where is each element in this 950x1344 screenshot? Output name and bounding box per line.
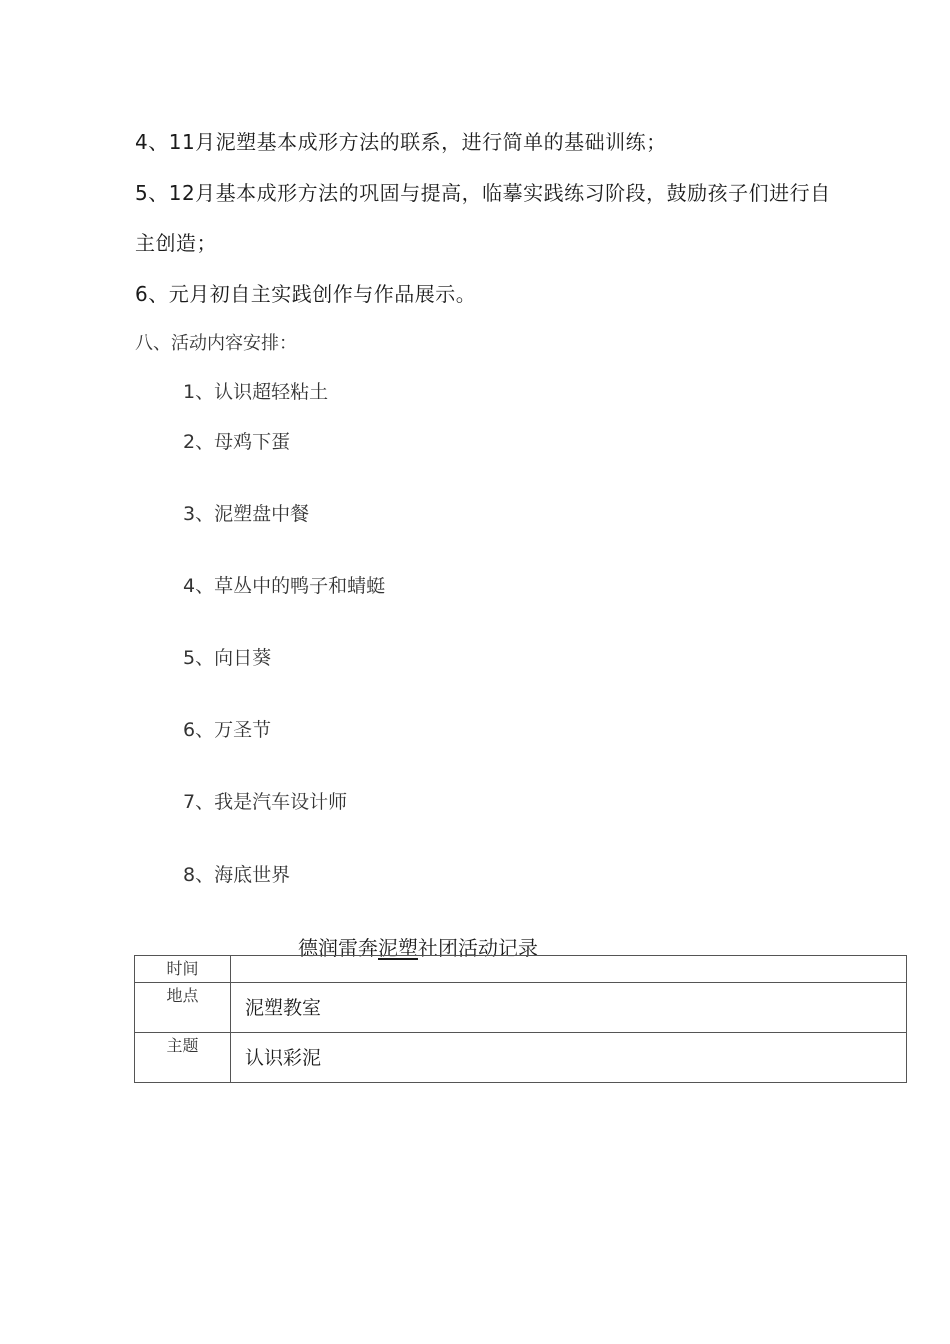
plan-paragraph-4: 4、11月泥塑基本成形方法的联系，进行简单的基础训练； bbox=[135, 130, 667, 154]
record-title-post: 社团活动记录 bbox=[418, 936, 538, 960]
activity-item: 3、泥塑盘中餐 bbox=[183, 503, 310, 525]
plan-paragraph-6: 6、元月初自主实践创作与作品展示。 bbox=[135, 282, 477, 306]
record-title-pre: 德润雷奔 bbox=[298, 936, 378, 960]
activity-item: 7、我是汽车设计师 bbox=[183, 791, 348, 813]
activity-item: 5、向日葵 bbox=[183, 647, 272, 669]
activity-item: 2、母鸡下蛋 bbox=[183, 431, 291, 453]
activity-record-table bbox=[134, 955, 907, 1083]
table-row bbox=[135, 1033, 907, 1083]
record-title-underlined: 泥塑 bbox=[378, 936, 418, 960]
activity-item: 6、万圣节 bbox=[183, 719, 272, 741]
activity-item: 1、认识超轻粘土 bbox=[183, 381, 329, 403]
time-label: 时间 bbox=[135, 956, 231, 983]
plan-paragraph-5-cont: 主创造； bbox=[135, 231, 217, 255]
activity-item: 4、草丛中的鸭子和蜻蜓 bbox=[183, 575, 386, 597]
table-row bbox=[135, 956, 907, 983]
table-row bbox=[135, 983, 907, 1033]
plan-paragraph-5: 5、12月基本成形方法的巩固与提高，临摹实践练习阶段，鼓励孩子们进行自 bbox=[135, 181, 831, 205]
topic-label: 主题 bbox=[135, 1033, 231, 1083]
activity-item: 8、海底世界 bbox=[183, 864, 291, 886]
time-value bbox=[231, 956, 907, 983]
topic-value: 认识彩泥 bbox=[231, 1033, 907, 1083]
location-label: 地点 bbox=[135, 983, 231, 1033]
section-heading: 八、活动内容安排： bbox=[135, 333, 297, 354]
location-value: 泥塑教室 bbox=[231, 983, 907, 1033]
